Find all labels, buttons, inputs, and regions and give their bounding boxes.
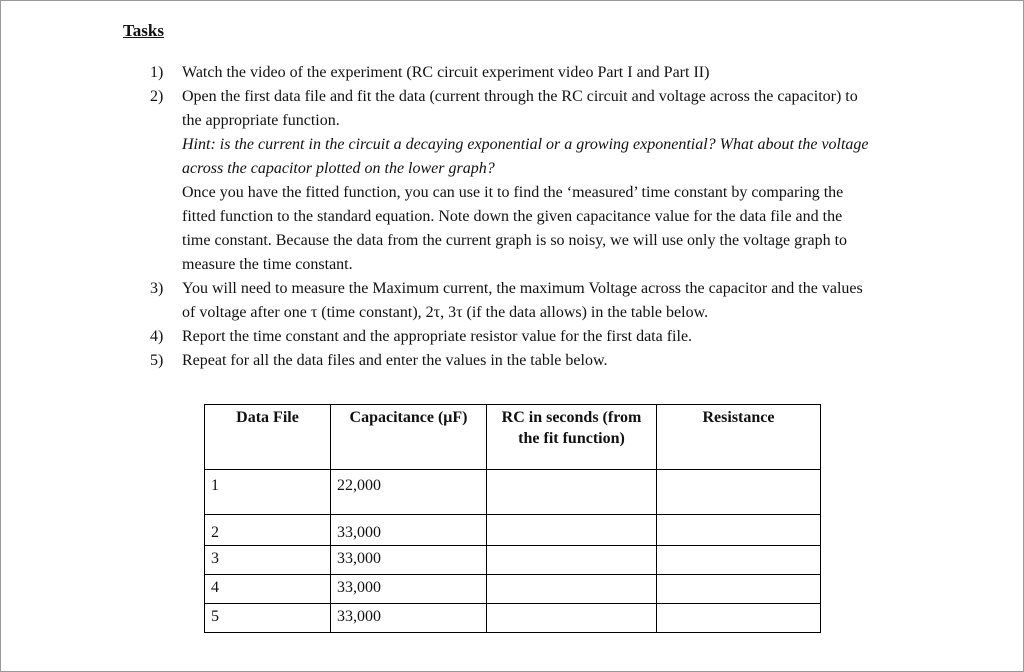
table-row [205, 575, 821, 604]
cell-data-file: 3 [205, 546, 331, 575]
task-text: Open the first data file and fit the data (current through the RC circuit and voltage across the capacitor) to the appropriate function. [182, 88, 858, 129]
cell-resistance[interactable] [657, 604, 821, 633]
column-header-rc: RC in seconds (from the fit function) [487, 405, 657, 470]
task-extra-text: Once you have the fitted function, you can use it to find the ‘measured’ time constant by comparing the fitted function to the standard equation. Note down the given capacitance value for the data file and the time constant. Because the data from the current graph is so noisy, we will use only the voltage graph to measure the time constant. [182, 184, 848, 273]
cell-capacitance: 33,000 [331, 515, 487, 546]
cell-capacitance: 33,000 [331, 546, 487, 575]
task-text: Watch the video of the experiment (RC circuit experiment video Part I and Part II) [182, 64, 710, 81]
cell-rc[interactable] [487, 515, 657, 546]
table-row [205, 604, 821, 633]
data-table [204, 404, 821, 633]
cell-rc[interactable] [487, 470, 657, 515]
page-title: Tasks [123, 21, 164, 40]
task-item [150, 349, 870, 373]
cell-capacitance: 33,000 [331, 604, 487, 633]
cell-resistance[interactable] [657, 515, 821, 546]
table-row [205, 515, 821, 546]
table-header-row [205, 405, 821, 470]
table-row [205, 470, 821, 515]
task-item [150, 277, 870, 325]
task-number: 4) [150, 328, 164, 345]
task-hint: Hint: is the current in the circuit a decaying exponential or a growing exponential? What about the voltage across the capacitor plotted on the lower graph? [182, 136, 869, 177]
cell-capacitance: 22,000 [331, 470, 487, 515]
task-number: 1) [150, 64, 164, 81]
column-header-data-file: Data File [205, 405, 331, 470]
column-header-capacitance: Capacitance (μF) [331, 405, 487, 470]
task-text: Repeat for all the data files and enter the values in the table below. [182, 352, 608, 369]
task-number: 5) [150, 352, 164, 369]
cell-resistance[interactable] [657, 546, 821, 575]
task-item [150, 325, 870, 349]
cell-rc[interactable] [487, 575, 657, 604]
task-list [150, 61, 870, 373]
cell-rc[interactable] [487, 604, 657, 633]
task-item [150, 85, 870, 277]
task-number: 2) [150, 88, 164, 105]
cell-resistance[interactable] [657, 470, 821, 515]
cell-resistance[interactable] [657, 575, 821, 604]
cell-data-file: 2 [205, 515, 331, 546]
task-text: You will need to measure the Maximum current, the maximum Voltage across the capacitor and the values of voltage after one τ (time constant), 2τ, 3τ (if the data allows) in the table below. [182, 280, 863, 321]
cell-data-file: 1 [205, 470, 331, 515]
cell-rc[interactable] [487, 546, 657, 575]
cell-data-file: 5 [205, 604, 331, 633]
task-item [150, 61, 870, 85]
cell-capacitance: 33,000 [331, 575, 487, 604]
cell-data-file: 4 [205, 575, 331, 604]
task-number: 3) [150, 280, 164, 297]
column-header-resistance: Resistance [657, 405, 821, 470]
task-text: Report the time constant and the appropriate resistor value for the first data file. [182, 328, 693, 345]
table-row [205, 546, 821, 575]
